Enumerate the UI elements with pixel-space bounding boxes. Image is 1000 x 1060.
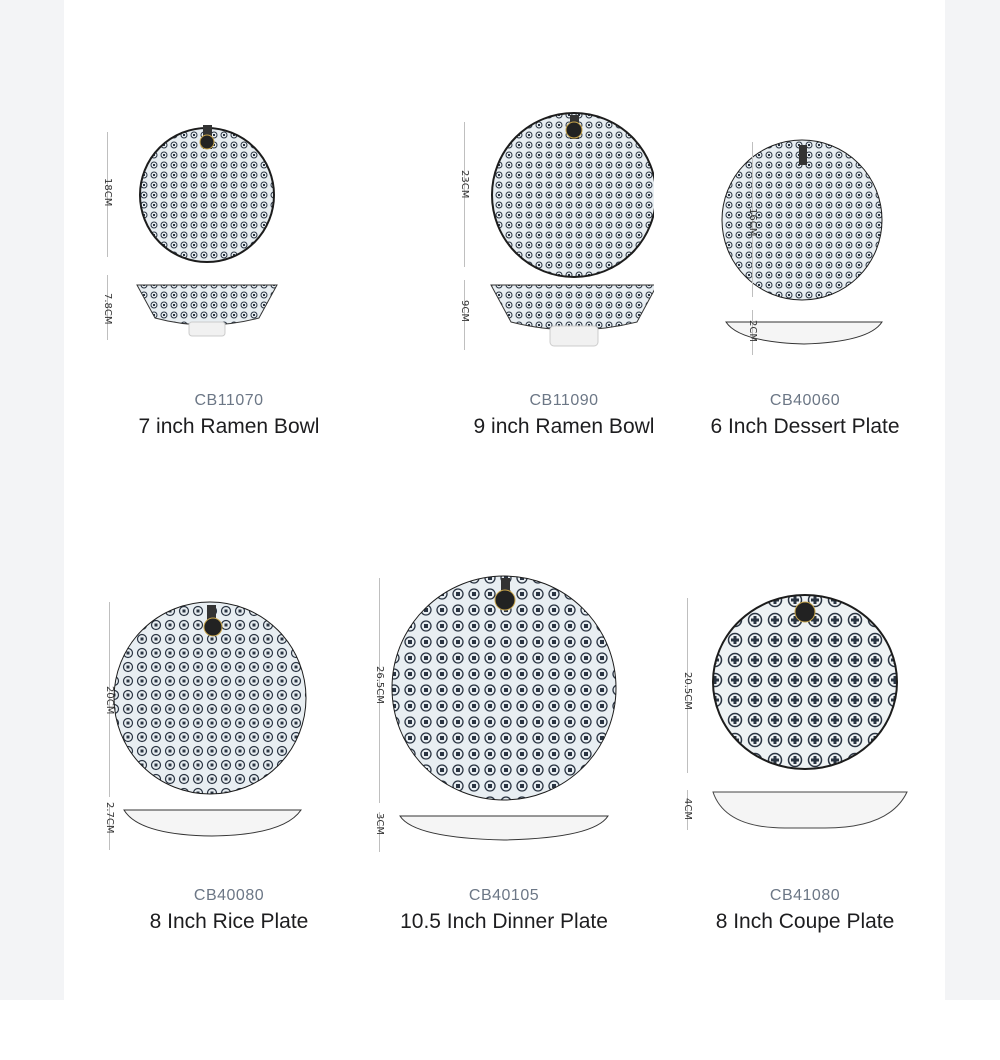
dimension-top-label: 23CM: [459, 170, 470, 199]
dimension-bottom-label: 2CM: [747, 320, 758, 342]
product-image: [354, 110, 654, 360]
product-sku: CB11070: [194, 392, 264, 409]
product-card[interactable]: [644, 110, 944, 580]
product-sku: CB11090: [529, 392, 599, 409]
dimension-bottom-label: 4CM: [682, 798, 693, 820]
product-image: [79, 590, 379, 850]
product-card[interactable]: [79, 590, 379, 1060]
product-name: 9 inch Ramen Bowl: [473, 415, 655, 438]
decorative-border-right: [945, 0, 1000, 1000]
product-sku: CB40080: [193, 887, 265, 904]
dimension-bottom-label: 9CM: [459, 300, 470, 322]
product-card[interactable]: [79, 110, 379, 580]
dimension-bottom-label: 7.8CM: [102, 293, 113, 325]
product-image: [354, 570, 654, 850]
product-card[interactable]: [354, 110, 654, 580]
product-name: 8 Inch Rice Plate: [149, 910, 309, 933]
product-sku: CB41080: [769, 887, 841, 904]
product-catalog: [64, 0, 945, 1000]
dimension-top-label: 26.5CM: [374, 666, 385, 704]
product-name: 8 Inch Coupe Plate: [715, 910, 895, 933]
product-name: 7 inch Ramen Bowl: [138, 415, 320, 438]
dimension-top-label: 16CM: [747, 208, 758, 237]
dimension-bottom-label: 3CM: [374, 813, 385, 835]
product-card[interactable]: [645, 590, 945, 1060]
dimension-top-label: 18CM: [102, 178, 113, 207]
product-image: [644, 110, 944, 360]
product-sku: CB40105: [468, 887, 540, 904]
product-card[interactable]: [354, 570, 654, 1040]
dimension-top-label: 20CM: [104, 686, 115, 715]
product-name: 6 Inch Dessert Plate: [710, 415, 900, 438]
decorative-border-left: [0, 0, 64, 1000]
product-sku: CB40060: [769, 392, 841, 409]
dimension-top-label: 20.5CM: [682, 672, 693, 710]
product-image: [79, 110, 379, 360]
dimension-bottom-label: 2.7CM: [104, 802, 115, 834]
product-name: 10.5 Inch Dinner Plate: [400, 910, 608, 933]
